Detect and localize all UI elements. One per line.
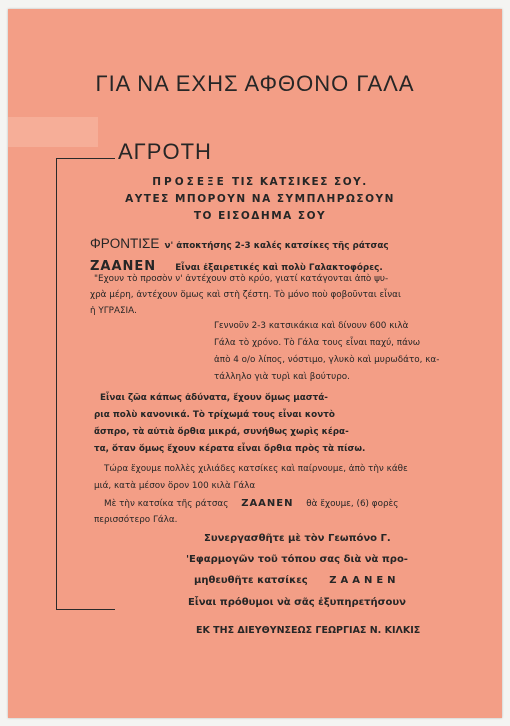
body-line: "Εχουν τὸ προσὸν ν' ἀντέχουν στὸ κρύο, γιατί κατάγονται ἀπὸ ψυ- bbox=[94, 274, 389, 284]
footer-authority: ΕΚ ΤΗΣ ΔΙΕΥΘΥΝΣΕΩΣ ΓΕΩΡΓΙΑΣ Ν. ΚΙΛΚΙΣ bbox=[196, 625, 421, 636]
headline: ΓΙΑ ΝΑ ΕΧΗΣ ΑΦΘΟΝΟ ΓΑΛΑ bbox=[95, 71, 415, 96]
with-breed: ΖΑΑΝΕΝ bbox=[241, 498, 294, 509]
lead-line-2: ΑΥΤΕΣ ΜΠΟΡΟΥΝ ΝΑ ΣΥΜΠΛΗΡΩΣΟΥΝ bbox=[125, 193, 395, 205]
with-pre: Μὲ τὴν κατσίκα τῆς ράτσας bbox=[104, 499, 229, 509]
zaanen-breed: ΖΑΑΝΕΝ bbox=[90, 259, 157, 274]
body-line: ἡ ΥΓΡΑΣΙΑ. bbox=[90, 306, 137, 316]
more-milk-line: περισσότερο Γάλα. bbox=[94, 515, 178, 525]
with-line bbox=[104, 498, 398, 509]
with-post: θὰ ἔχουμε, (6) φορὲς bbox=[306, 499, 399, 509]
now-line: μιά, κατὰ μέσον ὅρον 100 κιλὰ Γάλα bbox=[94, 481, 256, 491]
now-line: Τώρα ἔχουμε πολλὲς χιλιάδες κατσίκες καὶ παίρνουμε, ἀπὸ τὴν κάθε bbox=[104, 464, 408, 474]
cooperate-line bbox=[194, 575, 400, 586]
cooperate-line: Συνεργασθῆτε μὲ τὸν Γεωπόνο Γ. bbox=[204, 533, 391, 544]
animal-line: τα, ὅταν ὅμως ἔχουν κέρατα εἶναι ὄρθια πρὸς τὰ πίσω. bbox=[94, 444, 366, 454]
frontise-line bbox=[90, 233, 389, 252]
zaanen-line bbox=[90, 255, 383, 274]
cooperate-line: 'Εφαρμογῶν τοῦ τόπου σας διὰ νὰ προ- bbox=[186, 554, 408, 565]
frontise-word: ΦΡΟΝΤΙΣΕ bbox=[90, 236, 160, 251]
animal-line: Εἶναι ζῶα κάπως ἀδύνατα, ἔχουν ὅμως μαστά- bbox=[100, 393, 328, 403]
kids-line: ἀπὸ 4 ο/ο λίπος, νόστιμο, γλυκὸ καὶ μυρωδάτο, κα- bbox=[214, 355, 440, 365]
poster-sheet bbox=[8, 9, 502, 718]
animal-line: ἄσπρο, τὰ αὐτιὰ ὄρθια μικρά, συνήθως χωρὶς κέρα- bbox=[94, 427, 349, 437]
lead-line-3: ΤΟ ΕΙΣΟΔΗΜΑ ΣΟΥ bbox=[193, 210, 327, 222]
frontise-rest: ν' ἀποκτήσης 2-3 καλές κατσίκες τῆς ράτσας bbox=[164, 241, 389, 251]
cooperate-line: Εἶναι πρόθυμοι νὰ σᾶς ἐξυπηρετήσουν bbox=[188, 597, 406, 608]
left-bracket-line bbox=[56, 158, 115, 610]
lead-line-1 bbox=[64, 176, 456, 188]
kids-line: τάλληλο γιὰ τυρὶ καὶ βούτυρο. bbox=[214, 372, 350, 382]
paper-fold bbox=[8, 117, 98, 147]
zaanen-rest: Εἶναι ἐξαιρετικές καὶ πολὺ Γαλακτοφόρες. bbox=[175, 263, 383, 273]
lead-emphasis: ΠΡΟΣΕΞΕ bbox=[152, 176, 227, 188]
cooperate-text: μηθευθῆτε κατσίκες bbox=[194, 575, 308, 586]
lead-rest: ΤΙΣ ΚΑΤΣΙΚΕΣ ΣΟΥ. bbox=[231, 176, 368, 188]
animal-line: ρια πολὺ κανονικά. Τὸ τρίχωμά τους εἶναι κοντὸ bbox=[94, 410, 335, 420]
cooperate-breed: ΖΑΑΝΕΝ bbox=[329, 575, 400, 586]
kids-line: Γάλα τὸ χρόνο. Τὸ Γάλα τους εἶναι παχύ, πάνω bbox=[214, 338, 421, 348]
body-line: χρὰ μέρη, ἀντέχουν ὅμως καὶ στὴ ζέστη. Τὸ μόνο ποὺ φοβοῦνται εἶναι bbox=[90, 290, 401, 300]
section-title: ΑΓΡΟΤΗ bbox=[118, 139, 212, 164]
kids-line: Γεννοῦν 2-3 κατσικάκια καὶ δίνουν 600 κιλὰ bbox=[214, 321, 409, 331]
